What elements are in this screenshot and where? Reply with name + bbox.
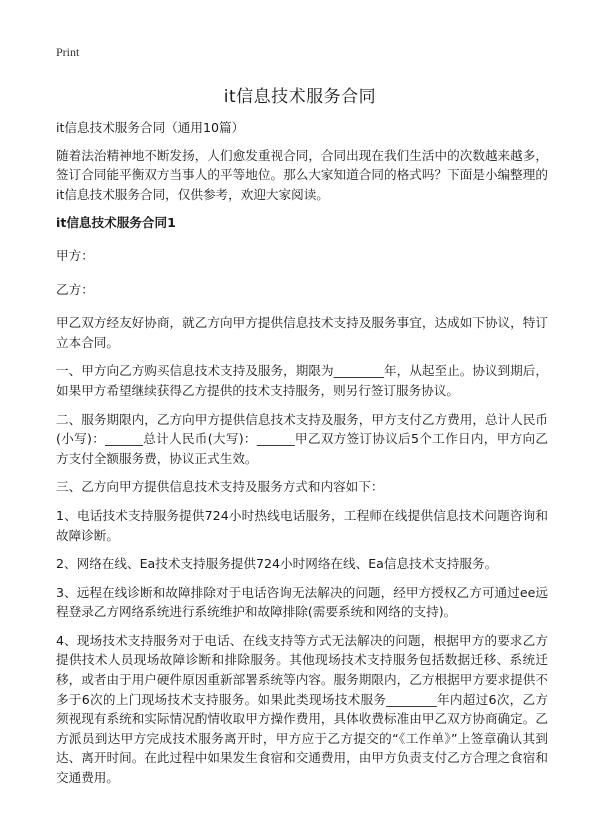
service-item-2: 2、网络在线、Ea技术支持服务提供724小时网络在线、Ea信息技术支持服务。 — [56, 556, 498, 572]
party-b-label: 乙方： — [56, 281, 94, 297]
contract-paragraph-preamble: 甲乙双方经友好协商，就乙方向甲方提供信息技术支持及服务事宜，达成如下协议，特订立本合同。 — [56, 315, 548, 350]
service-item-1: 1、电话技术支持服务提供724小时热线电话服务，工程师在线提供信息技术问题咨询和故障诊断。 — [56, 507, 548, 543]
party-a-label: 甲方： — [56, 247, 94, 263]
document-title: it信息技术服务合同 — [223, 87, 377, 107]
service-item-4: 4、现场技术支持服务对于电话、在线支持等方式无法解决的问题，根据甲方的要求乙方提供技术人员现场故障诊断和排除服务。其他现场技术支持服务包括数据迁移、系统迁移，或者由于用户硬件原因重新部署系统等内容。服务期限内，乙方根据甲方要求提供不多于6次的上门现场技术支持服务。如果此类现场技术服务________年内超过6次，乙方须视现有系统和实际情况酌情收取甲方操作费用，具体收费标准由甲乙双方协商确定。乙方派员到达甲方完成技术服务离开时，甲方应于乙方提交的“《工作单》”上签章确认其到达、离开时间。在此过程中如果发生食宿和交通费用，由甲方负责支付乙方合理之食宿和交通费用。 — [56, 632, 548, 786]
contract-clause-1: 一、甲方向乙方购买信息技术支持及服务，期限为________年，从起至止。协议到期后，如果甲方希望继续获得乙方提供的技术支持服务，则另行签订服务协议。 — [56, 363, 548, 398]
contract-clause-2: 二、服务期限内，乙方向甲方提供信息技术支持及服务，甲方支付乙方费用，总计人民币(小写)：______总计人民币(大写)：______甲乙双方签订协议后5个工作日内，甲方向乙方支付全额服务费，协议正式生效。 — [56, 411, 548, 466]
contract-clause-3: 三、乙方向甲方提供信息技术支持及服务方式和内容如下： — [56, 479, 384, 495]
service-item-3: 3、远程在线诊断和故障排除对于电话咨询无法解决的问题，经甲方授权乙方可通过ee远程登录乙方网络系统进行系统维护和故障排除(需要系统和网络的支持)。 — [56, 584, 548, 620]
document-subtitle: it信息技术服务合同（通用10篇） — [56, 120, 245, 135]
print-link[interactable]: Print — [56, 45, 80, 59]
document-body — [56, 118, 548, 797]
intro-paragraph: 随着法治精神地不断发扬，人们愈发重视合同，合同出现在我们生活中的次数越来越多，签订合同能平衡双方当事人的平等地位。那么大家知道合同的格式吗？下面是小编整理的it信息技术服务合同，仅供参考，欢迎大家阅读。 — [56, 147, 548, 202]
section-heading: it信息技术服务合同1 — [56, 215, 176, 231]
